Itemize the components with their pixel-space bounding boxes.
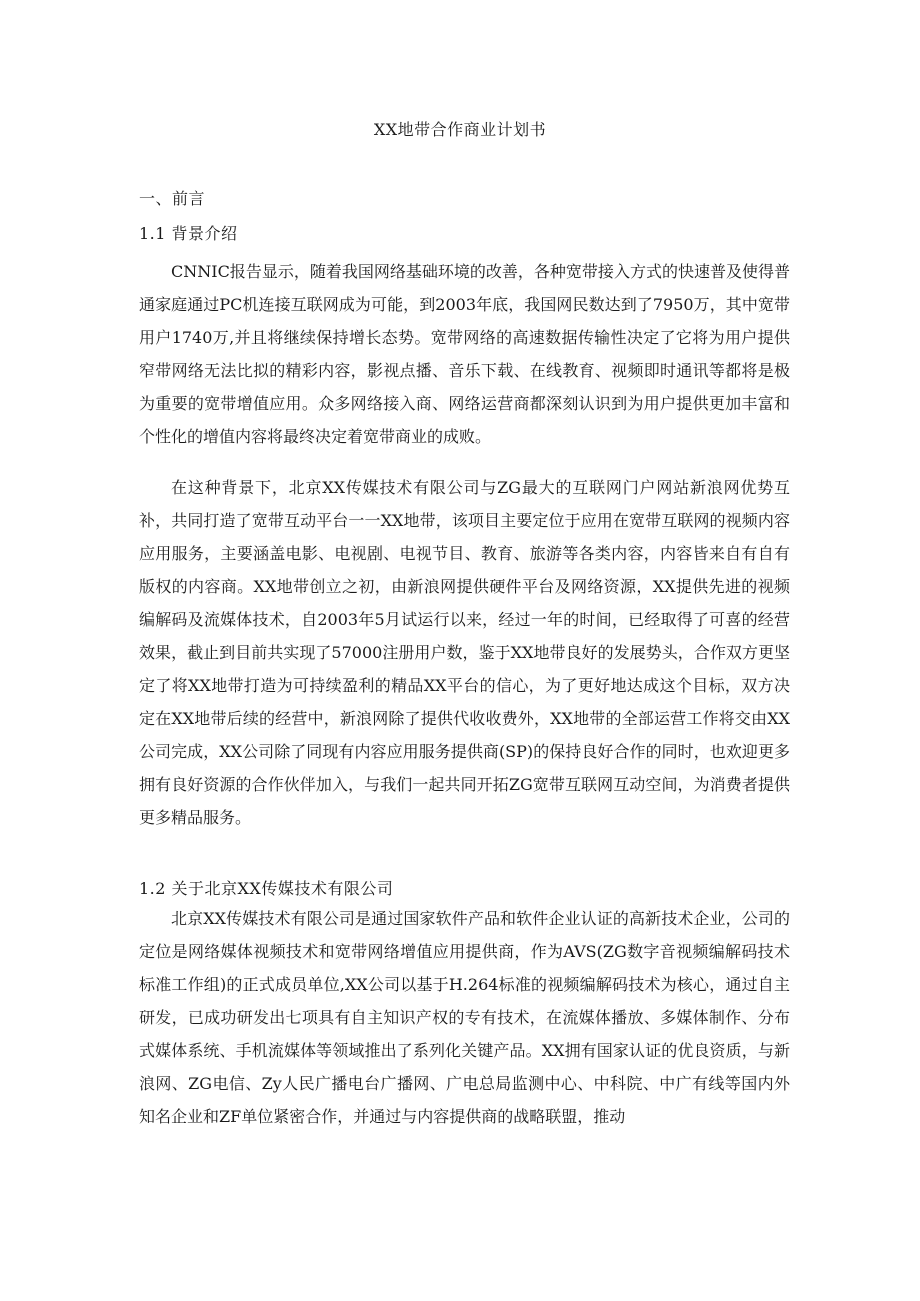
- subsection-heading-company: 1.2 关于北京XX传媒技术有限公司: [139, 879, 394, 898]
- document-title: XX地带合作商业计划书: [373, 120, 547, 139]
- paragraph-company-intro: 北京XX传媒技术有限公司是通过国家软件产品和软件企业认证的高新技术企业，公司的定位是网络媒体视频技术和宽带网络增值应用提供商，作为AVS(ZG数字音视频编解码技术标准工作组)的正式成员单位,XX公司以基于H.264标准的视频编解码技术为核心，通过自主研发，已成功研发出七项具有自主知识产权的专有技术，在流媒体播放、多媒体制作、分布式媒体系统、手机流媒体等领域推出了系列化关键产品。XX拥有国家认证的优良资质，与新浪网、ZG电信、Zy人民广播电台广播网、广电总局监测中心、中科院、中广有线等国内外知名企业和ZF单位紧密合作，并通过与内容提供商的战略联盟，推动: [139, 909, 790, 1126]
- paragraph-partnership-background: 在这种背景下，北京XX传媒技术有限公司与ZG最大的互联网门户网站新浪网优势互补，共同打造了宽带互动平台一一XX地带，该项目主要定位于应用在宽带互联网的视频内容应用服务，主要涵盖电影、电视剧、电视节目、教育、旅游等各类内容，内容皆来自有自有版权的内容商。XX地带创立之初，由新浪网提供硬件平台及网络资源，XX提供先进的视频编解码及流媒体技术，自2003年5月试运行以来，经过一年的时间，已经取得了可喜的经营效果，截止到目前共实现了57000注册用户数，鉴于XX地带良好的发展势头，合作双方更坚定了将XX地带打造为可持续盈利的精品XX平台的信心，为了更好地达成这个目标，双方决定在XX地带后续的经营中，新浪网除了提供代收收费外，XX地带的全部运营工作将交由XX公司完成，XX公司除了同现有内容应用服务提供商(SP)的保持良好合作的同时，也欢迎更多拥有良好资源的合作伙伴加入，与我们一起共同开拓ZG宽带互联网互动空间，为消费者提供更多精品服务。: [139, 478, 790, 827]
- subsection-heading-background: 1.1 背景介绍: [139, 224, 238, 243]
- section-heading-preface: 一、前言: [139, 189, 206, 208]
- paragraph-cnnic-report: CNNIC报告显示，随着我国网络基础环境的改善，各种宽带接入方式的快速普及使得普通家庭通过PC机连接互联网成为可能，到2003年底，我国网民数达到了7950万，其中宽带用户1740万,并且将继续保持增长态势。宽带网络的高速数据传输性决定了它将为用户提供窄带网络无法比拟的精彩内容，影视点播、音乐下载、在线教育、视频即时通讯等都将是极为重要的宽带增值应用。众多网络接入商、网络运营商都深刻认识到为用户提供更加丰富和个性化的增值内容将最终决定着宽带商业的成败。: [139, 262, 790, 446]
